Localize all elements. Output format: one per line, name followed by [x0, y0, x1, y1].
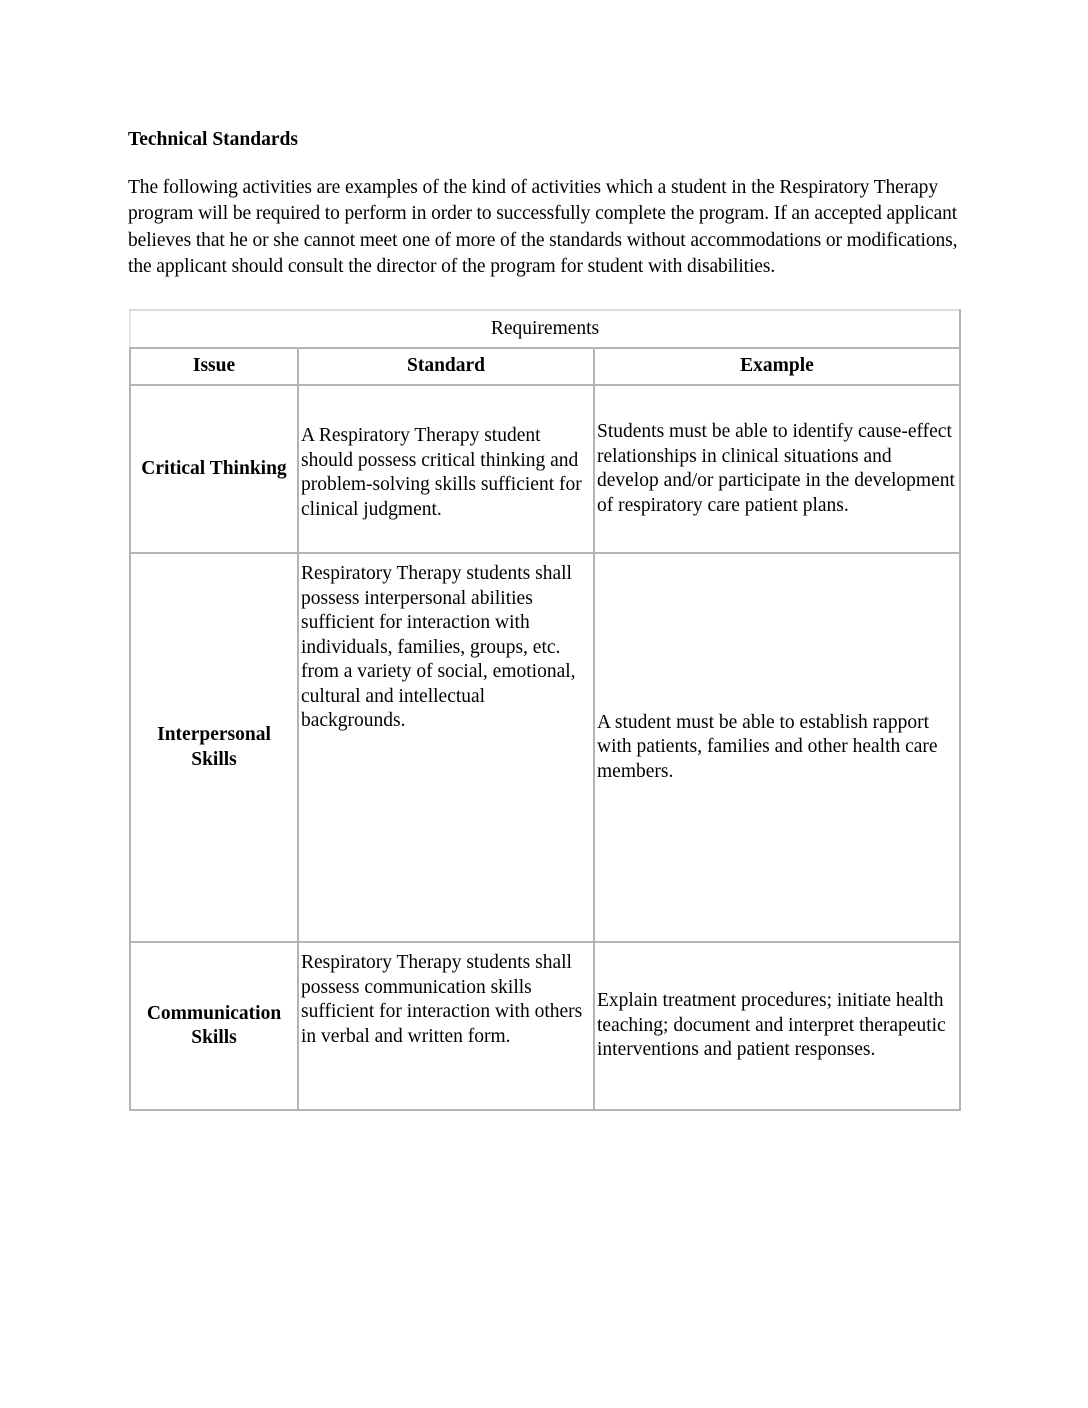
column-header-issue: Issue	[130, 348, 298, 385]
standard-cell: Respiratory Therapy students shall possess interpersonal abilities sufficient for interaction with individuals, families, groups, etc. from a variety of social, emotional, cultural and intellectual backgrounds.	[298, 553, 594, 942]
table-row	[130, 553, 960, 942]
example-cell: Students must be able to identify cause-effect relationships in clinical situations and develop and/or participate in the development of respiratory care patient plans.	[594, 385, 960, 553]
document-title: Technical Standards	[128, 129, 298, 150]
column-header-example: Example	[594, 348, 960, 385]
table-row	[130, 942, 960, 1110]
standard-cell: Respiratory Therapy students shall possess communication skills sufficient for interaction with others in verbal and written form.	[298, 942, 594, 1110]
requirements-table	[129, 309, 961, 1111]
issue-cell: Interpersonal Skills	[130, 553, 298, 942]
document-body	[128, 127, 962, 280]
column-header-standard: Standard	[298, 348, 594, 385]
table-caption-row	[130, 310, 960, 348]
example-cell: A student must be able to establish rapport with patients, families and other health care members.	[594, 553, 960, 942]
issue-cell: Critical Thinking	[130, 385, 298, 553]
intro-paragraph: The following activities are examples of the kind of activities which a student in the Respiratory Therapy program will be required to perform in order to successfully complete the program. If an accepted applicant believes that he or she cannot meet one of more of the standards without accommodations or modifications, the applicant should consult the director of the program for student with disabilities.	[128, 177, 958, 277]
example-cell: Explain treatment procedures; initiate health teaching; document and interpret therapeutic interventions and patient responses.	[594, 942, 960, 1110]
standard-cell: A Respiratory Therapy student should possess critical thinking and problem-solving skills sufficient for clinical judgment.	[298, 385, 594, 553]
issue-cell: Communication Skills	[130, 942, 298, 1110]
table-header-row	[130, 348, 960, 385]
table-caption: Requirements	[130, 310, 960, 348]
table-row	[130, 385, 960, 553]
